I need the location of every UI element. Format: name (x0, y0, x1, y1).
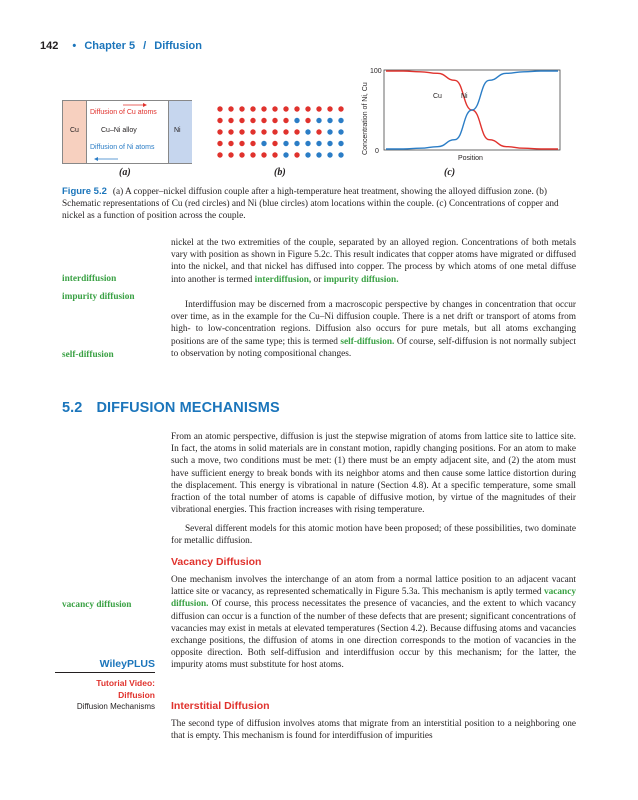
x-axis-label: Position (458, 155, 483, 162)
cu-atom (272, 141, 277, 146)
cu-atom (305, 118, 310, 123)
cu-atom (272, 152, 277, 157)
ni-atom (283, 152, 288, 157)
ni-atom (316, 152, 321, 157)
ni-atom (338, 129, 343, 134)
header-slash: / (143, 40, 147, 52)
ni-atom (338, 152, 343, 157)
panel-a-letter: (a) (119, 167, 131, 178)
cu-atom (239, 141, 244, 146)
figure-panel-b (215, 104, 350, 162)
y-tick-0: 0 (375, 148, 379, 155)
cu-arrowhead-icon (143, 103, 147, 107)
ni-atom (327, 152, 332, 157)
chapter-title: Chapter 5 (84, 40, 136, 52)
y-axis-label: Concentration of Ni, Cu (362, 82, 369, 155)
cu-atom (316, 129, 321, 134)
margin-term-impurity-diffusion: impurity diffusion (62, 292, 135, 302)
cu-atom (217, 106, 222, 111)
page-number: 142 (40, 40, 59, 52)
ni-atom (316, 118, 321, 123)
cu-atom (228, 152, 233, 157)
cu-atom (272, 106, 277, 111)
cu-atom (272, 129, 277, 134)
alloy-label: Cu–Ni alloy (101, 127, 137, 134)
cu-atom (305, 106, 310, 111)
ni-atom (294, 141, 299, 146)
figure-caption (62, 186, 577, 222)
para1-text-b: or (311, 274, 324, 285)
glossary-term-impurity-diffusion: impurity diffusion. (323, 274, 399, 285)
ni-atom (305, 129, 310, 134)
header-dot: • (72, 40, 77, 52)
cu-atom (239, 129, 244, 134)
cu-atom (239, 118, 244, 123)
cu-atom (250, 129, 255, 134)
subheading-vacancy-diffusion: Vacancy Diffusion (171, 556, 262, 568)
series-label-cu: Cu (433, 93, 442, 100)
cu-atom (250, 118, 255, 123)
ni-atom (294, 118, 299, 123)
ni-atom (283, 141, 288, 146)
cu-atom (250, 152, 255, 157)
cu-atom (239, 106, 244, 111)
subheading-interstitial-diffusion: Interstitial Diffusion (171, 700, 270, 712)
section-heading-title: DIFFUSION MECHANISMS (96, 400, 280, 416)
tutorial-video-label: Tutorial Video: (96, 678, 155, 688)
paragraph-self-diffusion (171, 299, 576, 360)
running-header (40, 40, 202, 52)
cu-atom (250, 141, 255, 146)
paragraph-mechanisms-2: Several different models for this atomic motion have been proposed; of these possibilities, two dominate for metallic diffusion. (171, 524, 576, 547)
cu-atom (217, 118, 222, 123)
cu-atom (217, 141, 222, 146)
panel-c-letter: (c) (444, 167, 456, 178)
cu-atom (250, 106, 255, 111)
paragraph-vacancy-diffusion (171, 574, 576, 672)
series-line-ni (386, 71, 558, 149)
cu-atom (261, 118, 266, 123)
ni-atom (305, 152, 310, 157)
wileyplus-brand: WileyPLUS (99, 658, 155, 670)
paragraph-interdiffusion (171, 237, 576, 286)
margin-term-vacancy-diffusion: vacancy diffusion (62, 600, 132, 610)
ni-atom (338, 118, 343, 123)
ni-diffusion-label: Diffusion of Ni atoms (90, 144, 155, 151)
wileyplus-divider (55, 672, 155, 673)
ni-atom (327, 129, 332, 134)
ni-atom (316, 141, 321, 146)
glossary-term-self-diffusion: self-diffusion. (340, 336, 395, 347)
caption-text: (a) A copper–nickel diffusion couple after a high-temperature heat treatment, showing the alloyed diffusion zone. (b) Schematic representations of Cu (red circles) and Ni (blue circles) atom locations within the couple. (c) Concentrations of copper and nickel as a function of position across the couple. (62, 187, 559, 221)
panel-b-letter: (b) (274, 167, 286, 178)
ni-arrowhead-icon (94, 157, 98, 161)
cu-atom (261, 129, 266, 134)
section-number: 5.2 (62, 400, 83, 416)
cu-atom (228, 106, 233, 111)
caption-label: Figure 5.2 (62, 186, 107, 197)
ni-atom (327, 141, 332, 146)
cu-atom (261, 152, 266, 157)
y-tick-100: 100 (370, 68, 382, 75)
cu-label: Cu (70, 127, 79, 134)
ni-atom (327, 118, 332, 123)
cu-atom (239, 152, 244, 157)
cu-atom (228, 129, 233, 134)
para2-text-a: Interdiffusion may be discerned from a macroscopic perspective by changes in concentration that occur over time, as in the example for the Cu–Ni diffusion couple. There is a net drift or transport of atoms from high- to low-concentration regions. Diffusion also occurs for pure metals, but all atoms exchanging positions are of the same type; this is termed (171, 300, 576, 347)
cu-atom (294, 152, 299, 157)
cu-atom (294, 106, 299, 111)
margin-term-self-diffusion: self-diffusion (62, 350, 114, 360)
cu-diffusion-label: Diffusion of Cu atoms (90, 109, 157, 116)
section-title: Diffusion (154, 40, 202, 52)
vacancy-text-b: Of course, this process necessitates the presence of vacancies, and the extent to which vacancy diffusion can occur is a function of the number of these defects that are present; significant concentrations of vacancies may exist in metals at elevated temperatures (Section 4.2). Because diffusing atoms and vacancies exchange positions, the diffusion of atoms in one direction corresponds to the motion of vacancies in the opposite direction. Both self-diffusion and interdiffusion occur by this mechanism; for the latter, the impurity atoms must substitute for host atoms. (171, 599, 576, 671)
ni-atom (305, 141, 310, 146)
ni-atom (338, 141, 343, 146)
cu-atom (283, 106, 288, 111)
figure-panel-a (62, 100, 192, 164)
glossary-term-interdiffusion: interdiffusion, (254, 274, 312, 285)
cu-atom (228, 118, 233, 123)
cu-atom (272, 118, 277, 123)
cu-atom (283, 129, 288, 134)
paragraph-mechanisms-1: From an atomic perspective, diffusion is just the stepwise migration of atoms from lattice site to lattice site. In fact, the atoms in solid materials are in constant motion, rapidly changing positions. For an atom to make such a move, two conditions must be met: (1) there must be an empty adjacent site, and (2) the atom must have sufficient energy to break bonds with its neighbor atoms and then cause some lattice distortion during the displacement. This energy is vibrational in nature (Section 4.8). At a specific temperature, some small fraction of the total number of atoms is capable of diffusive motion, by virtue of the magnitudes of their vibrational energies. This fraction increases with rising temperature. (171, 432, 576, 516)
tutorial-video-topic[interactable]: Diffusion (118, 690, 155, 700)
series-lines (386, 71, 558, 149)
cu-atom (283, 118, 288, 123)
cu-atom (327, 106, 332, 111)
paragraph-interstitial-diffusion: The second type of diffusion involves atoms that migrate from an interstitial position to a neighboring one that is empty. This mechanism is found for interdiffusion of impurities (171, 719, 576, 742)
vacancy-text-a: One mechanism involves the interchange of an atom from a normal lattice position to an adjacent vacant lattice site or vacancy, as represented schematically in Figure 5.3a. This mechanism is aptly termed (171, 575, 576, 598)
cu-atom (217, 152, 222, 157)
ni-atom (261, 141, 266, 146)
cu-atom (217, 129, 222, 134)
cu-atom (261, 106, 266, 111)
figure-panel-c (355, 60, 580, 170)
cu-atom (294, 129, 299, 134)
para1-text-a: nickel at the two extremities of the couple, separated by an alloyed region. Concentrations of both metals vary with position as shown in Figure 5.2c. This result indicates that copper atoms have migrated or diffused into the nickel, and that nickel has diffused into copper. The process by which atoms of one metal diffuse into another is termed (171, 238, 576, 285)
wileyplus-callout[interactable] (55, 658, 155, 713)
tutorial-video-title[interactable]: Diffusion Mechanisms (76, 702, 155, 711)
section-heading (62, 400, 280, 416)
cu-atom (316, 106, 321, 111)
series-label-ni: Ni (461, 93, 468, 100)
para2-text-b: Of course, self-diffusion is not normally subject to observation by noting compositional changes. (171, 336, 576, 359)
cu-atom (228, 141, 233, 146)
diffusion-arrows (63, 101, 191, 163)
glossary-term-vacancy-diffusion: vacancy diffusion. (171, 587, 576, 610)
ni-label: Ni (174, 127, 181, 134)
margin-term-interdiffusion: interdiffusion (62, 274, 117, 284)
cu-atom (338, 106, 343, 111)
